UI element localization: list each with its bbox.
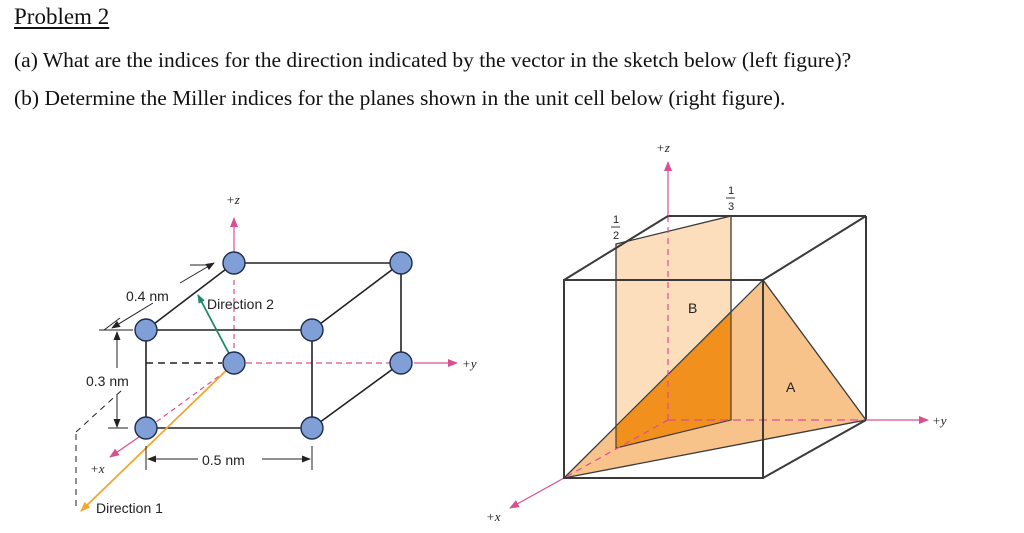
atom <box>301 319 323 341</box>
atom <box>301 417 323 439</box>
direction-1-label: Direction 1 <box>96 500 163 516</box>
plane-a-label: A <box>786 379 796 395</box>
fraction-half <box>611 214 620 242</box>
left-axis-x-line <box>110 437 139 457</box>
left-dashed-guide-2 <box>76 390 122 432</box>
fraction-third-denominator: 3 <box>728 201 735 213</box>
right-label-z: +z <box>656 140 670 155</box>
atom <box>390 352 412 374</box>
right-unit-cell <box>486 140 947 524</box>
left-label-x: +x <box>90 461 105 476</box>
left-dim-04: 0.4 nm <box>126 288 169 304</box>
left-unit-cell <box>76 192 477 516</box>
plane-b-label: B <box>688 300 698 316</box>
atom <box>135 319 157 341</box>
atom <box>390 252 412 274</box>
right-axis-x-line <box>510 478 564 508</box>
left-dim-03: 0.3 nm <box>86 373 129 389</box>
left-dim-05: 0.5 nm <box>202 452 245 468</box>
fraction-half-denominator: 2 <box>613 230 620 242</box>
left-label-z: +z <box>226 192 240 207</box>
right-label-x: +x <box>486 509 501 524</box>
left-atoms <box>135 252 412 439</box>
atom <box>223 252 245 274</box>
direction-2-label: Direction 2 <box>207 296 274 312</box>
left-cell-edges <box>146 263 401 428</box>
fraction-third <box>726 185 735 213</box>
left-axis-x-dashed <box>152 371 226 425</box>
fraction-half-numerator: 1 <box>613 214 620 226</box>
question-part-a: (a) What are the indices for the direction indicated by the vector in the sketch below (left figure)? <box>14 48 852 72</box>
left-label-y: +y <box>462 356 477 371</box>
atom <box>135 417 157 439</box>
fraction-third-numerator: 1 <box>728 185 735 197</box>
problem-title: Problem 2 <box>14 4 110 29</box>
right-label-y: +y <box>932 413 947 428</box>
question-part-b: (b) Determine the Miller indices for the planes shown in the unit cell below (right figure). <box>14 86 786 110</box>
atom <box>223 352 245 374</box>
